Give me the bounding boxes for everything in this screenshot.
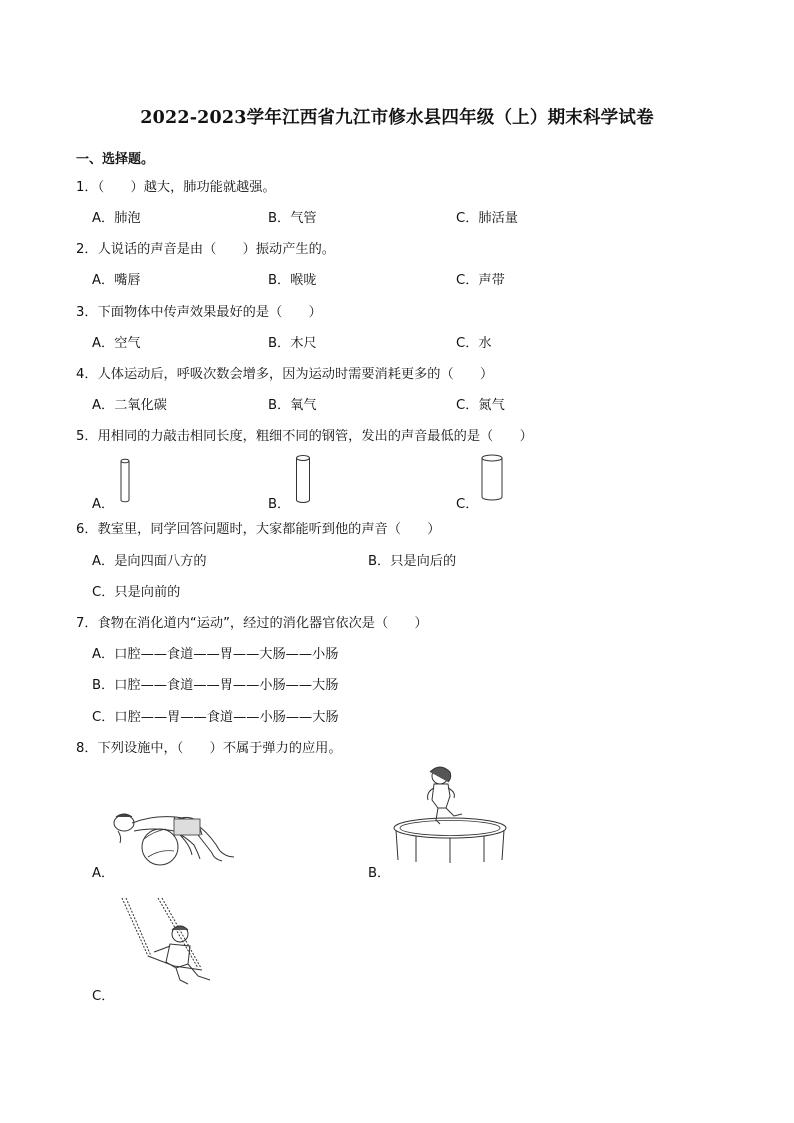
question-3-option-c[interactable]: C．水 <box>456 336 492 351</box>
swing-image <box>118 896 214 988</box>
question-7-stem: 7．食物在消化道内“运动”，经过的消化器官依次是（ ） <box>76 616 428 631</box>
question-3-stem: 3．下面物体中传声效果最好的是（ ） <box>76 305 322 320</box>
question-2-option-b[interactable]: B．喉咙 <box>268 273 317 288</box>
question-6-stem: 6．教室里，同学回答问题时，大家都能听到他的声音（ ） <box>76 522 441 537</box>
question-4-option-a[interactable]: A．二氧化碳 <box>92 398 167 413</box>
question-2-stem: 2．人说话的声音是由（ ）振动产生的。 <box>76 242 335 257</box>
question-1-option-a[interactable]: A．肺泡 <box>92 211 141 226</box>
question-5-stem: 5．用相同的力敲击相同长度，粗细不同的钢管，发出的声音最低的是（ ） <box>76 429 533 444</box>
question-7-option-c[interactable]: C．口腔——胃——食道——小肠——大肠 <box>92 710 339 725</box>
question-8-option-c[interactable]: C． <box>92 989 115 1004</box>
question-4-option-b[interactable]: B．氧气 <box>268 398 317 413</box>
question-6-option-a[interactable]: A．是向四面八方的 <box>92 554 207 569</box>
medium-steel-tube-image <box>294 454 312 504</box>
question-3-option-b[interactable]: B．木尺 <box>268 336 317 351</box>
question-6-option-b[interactable]: B．只是向后的 <box>368 554 457 569</box>
question-7-option-b[interactable]: B．口腔——食道——胃——小肠——大肠 <box>92 678 339 693</box>
thick-steel-tube-image <box>479 454 505 502</box>
question-4-stem: 4．人体运动后，呼吸次数会增多，因为运动时需要消耗更多的（ ） <box>76 367 494 382</box>
exercise-ball-image <box>108 805 238 867</box>
question-7-option-a[interactable]: A．口腔——食道——胃——大肠——小肠 <box>92 647 339 662</box>
question-6-option-c[interactable]: C．只是向前的 <box>92 585 181 600</box>
question-1-stem: 1．（ ）越大，肺功能就越强。 <box>76 180 276 195</box>
question-8-stem: 8．下列设施中，（ ）不属于弹力的应用。 <box>76 741 342 756</box>
question-2-option-a[interactable]: A．嘴唇 <box>92 273 141 288</box>
question-1-option-c[interactable]: C．肺活量 <box>456 211 518 226</box>
question-1-option-b[interactable]: B．气管 <box>268 211 317 226</box>
page-title: 2022-2023学年江西省九江市修水县四年级（上）期末科学试卷 <box>140 108 654 128</box>
question-4-option-c[interactable]: C．氮气 <box>456 398 505 413</box>
question-8-option-b[interactable]: B． <box>368 866 391 881</box>
trampoline-image <box>392 764 512 864</box>
question-5-option-b[interactable]: B． <box>268 497 291 512</box>
question-5-option-c[interactable]: C． <box>456 497 479 512</box>
question-8-option-a[interactable]: A． <box>92 866 115 881</box>
question-5-option-a[interactable]: A． <box>92 497 115 512</box>
section-heading: 一、选择题。 <box>76 152 155 167</box>
question-3-option-a[interactable]: A．空气 <box>92 336 141 351</box>
thin-steel-tube-image <box>118 458 132 504</box>
question-2-option-c[interactable]: C．声带 <box>456 273 505 288</box>
